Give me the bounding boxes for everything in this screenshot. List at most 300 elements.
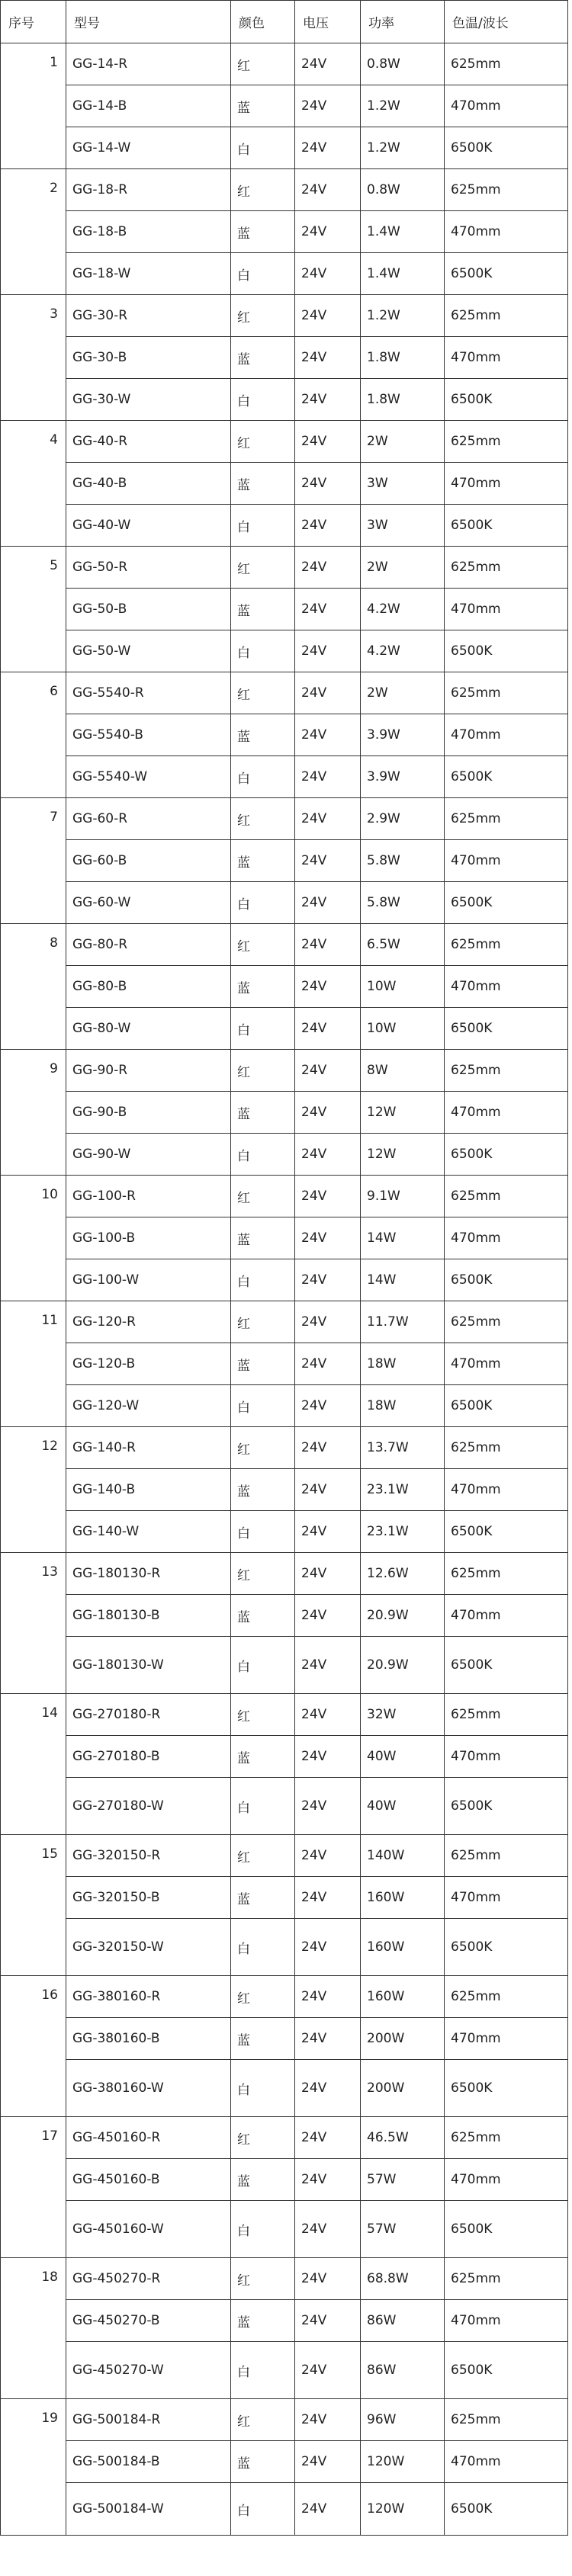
table-row [1, 337, 568, 379]
power-cell: 68.8W [361, 2258, 445, 2300]
color-cell: 蓝 [231, 211, 295, 253]
model-cell: GG-270180-R [66, 1694, 231, 1736]
voltage-cell: 24V [295, 840, 361, 882]
wavelength-cell: 6500K [445, 1008, 568, 1050]
voltage-cell: 24V [295, 1553, 361, 1595]
wavelength-cell: 6500K [445, 1134, 568, 1176]
model-cell: GG-40-W [66, 505, 231, 547]
power-cell: 40W [361, 1778, 445, 1835]
power-cell: 23.1W [361, 1469, 445, 1511]
color-cell: 蓝 [231, 2441, 295, 2483]
index-cell: 6 [1, 672, 66, 798]
voltage-cell: 24V [295, 1469, 361, 1511]
model-cell: GG-5540-B [66, 714, 231, 756]
power-cell: 160W [361, 1919, 445, 1976]
color-cell: 红 [231, 2117, 295, 2159]
voltage-cell: 24V [295, 295, 361, 337]
index-cell: 13 [1, 1553, 66, 1694]
voltage-cell: 24V [295, 1134, 361, 1176]
table-row [1, 1217, 568, 1259]
power-cell: 18W [361, 1343, 445, 1385]
voltage-cell: 24V [295, 924, 361, 966]
index-cell: 12 [1, 1427, 66, 1553]
voltage-cell: 24V [295, 211, 361, 253]
power-cell: 140W [361, 1835, 445, 1877]
table-row [1, 630, 568, 672]
index-cell: 2 [1, 169, 66, 295]
model-cell: GG-80-W [66, 1008, 231, 1050]
wavelength-cell: 6500K [445, 505, 568, 547]
voltage-cell: 24V [295, 2159, 361, 2201]
color-cell: 红 [231, 1694, 295, 1736]
power-cell: 160W [361, 1976, 445, 2018]
table-row [1, 2300, 568, 2342]
voltage-cell: 24V [295, 1694, 361, 1736]
voltage-cell: 24V [295, 1050, 361, 1092]
model-cell: GG-90-B [66, 1092, 231, 1134]
color-cell: 白 [231, 2060, 295, 2117]
power-cell: 8W [361, 1050, 445, 1092]
color-cell: 白 [231, 1511, 295, 1553]
voltage-cell: 24V [295, 1511, 361, 1553]
model-cell: GG-60-R [66, 798, 231, 840]
voltage-cell: 24V [295, 505, 361, 547]
model-cell: GG-30-B [66, 337, 231, 379]
model-cell: GG-320150-W [66, 1919, 231, 1976]
model-cell: GG-40-R [66, 421, 231, 463]
voltage-cell: 24V [295, 1637, 361, 1694]
table-row [1, 1919, 568, 1976]
power-cell: 2W [361, 547, 445, 589]
model-cell: GG-140-W [66, 1511, 231, 1553]
voltage-cell: 24V [295, 1877, 361, 1919]
power-cell: 3.9W [361, 756, 445, 798]
table-row [1, 1778, 568, 1835]
table-row [1, 2159, 568, 2201]
index-cell: 10 [1, 1176, 66, 1301]
table-row [1, 2060, 568, 2117]
voltage-cell: 24V [295, 2258, 361, 2300]
model-cell: GG-80-B [66, 966, 231, 1008]
voltage-cell: 24V [295, 2399, 361, 2441]
voltage-cell: 24V [295, 1343, 361, 1385]
color-cell: 蓝 [231, 2300, 295, 2342]
table-row [1, 1835, 568, 1877]
color-cell: 红 [231, 1301, 295, 1343]
color-cell: 红 [231, 421, 295, 463]
power-cell: 1.2W [361, 295, 445, 337]
voltage-cell: 24V [295, 43, 361, 85]
wavelength-cell: 470mm [445, 337, 568, 379]
table-row [1, 1176, 568, 1217]
model-cell: GG-320150-B [66, 1877, 231, 1919]
table-row [1, 714, 568, 756]
power-cell: 6.5W [361, 924, 445, 966]
wavelength-cell: 625mm [445, 2399, 568, 2441]
power-cell: 57W [361, 2159, 445, 2201]
model-cell: GG-18-R [66, 169, 231, 211]
table-row [1, 1301, 568, 1343]
voltage-cell: 24V [295, 2060, 361, 2117]
color-cell: 蓝 [231, 337, 295, 379]
color-cell: 白 [231, 505, 295, 547]
color-cell: 红 [231, 924, 295, 966]
power-cell: 0.8W [361, 169, 445, 211]
wavelength-cell: 470mm [445, 463, 568, 505]
table-row [1, 1050, 568, 1092]
color-cell: 红 [231, 2258, 295, 2300]
table-row [1, 1511, 568, 1553]
voltage-cell: 24V [295, 1301, 361, 1343]
wavelength-cell: 470mm [445, 1595, 568, 1637]
wavelength-cell: 625mm [445, 1176, 568, 1217]
voltage-cell: 24V [295, 337, 361, 379]
index-cell: 17 [1, 2117, 66, 2258]
power-cell: 57W [361, 2201, 445, 2258]
wavelength-cell: 625mm [445, 547, 568, 589]
voltage-cell: 24V [295, 1092, 361, 1134]
voltage-cell: 24V [295, 672, 361, 714]
table-row [1, 589, 568, 630]
header-row [1, 1, 568, 43]
model-cell: GG-140-R [66, 1427, 231, 1469]
model-cell: GG-40-B [66, 463, 231, 505]
table-row [1, 295, 568, 337]
voltage-cell: 24V [295, 1595, 361, 1637]
table-header [1, 1, 568, 43]
table-row [1, 1259, 568, 1301]
header-model: 型号 [66, 1, 231, 43]
color-cell: 白 [231, 882, 295, 924]
model-cell: GG-120-W [66, 1385, 231, 1427]
table-row [1, 1595, 568, 1637]
voltage-cell: 24V [295, 1008, 361, 1050]
table-row [1, 1976, 568, 2018]
color-cell: 蓝 [231, 1736, 295, 1778]
color-cell: 蓝 [231, 1469, 295, 1511]
voltage-cell: 24V [295, 882, 361, 924]
model-cell: GG-14-R [66, 43, 231, 85]
color-cell: 白 [231, 1778, 295, 1835]
power-cell: 1.8W [361, 379, 445, 421]
model-cell: GG-380160-W [66, 2060, 231, 2117]
color-cell: 蓝 [231, 2159, 295, 2201]
table-row [1, 85, 568, 127]
wavelength-cell: 470mm [445, 1343, 568, 1385]
model-cell: GG-140-B [66, 1469, 231, 1511]
voltage-cell: 24V [295, 1385, 361, 1427]
voltage-cell: 24V [295, 1217, 361, 1259]
color-cell: 白 [231, 2483, 295, 2536]
power-cell: 5.8W [361, 882, 445, 924]
wavelength-cell: 6500K [445, 1778, 568, 1835]
table-row [1, 169, 568, 211]
power-cell: 20.9W [361, 1595, 445, 1637]
voltage-cell: 24V [295, 798, 361, 840]
table-row [1, 1694, 568, 1736]
model-cell: GG-60-W [66, 882, 231, 924]
voltage-cell: 24V [295, 2342, 361, 2399]
power-cell: 160W [361, 1877, 445, 1919]
power-cell: 18W [361, 1385, 445, 1427]
power-cell: 1.2W [361, 85, 445, 127]
wavelength-cell: 625mm [445, 1553, 568, 1595]
model-cell: GG-500184-W [66, 2483, 231, 2536]
color-cell: 蓝 [231, 1877, 295, 1919]
voltage-cell: 24V [295, 85, 361, 127]
table-row [1, 463, 568, 505]
color-cell: 白 [231, 127, 295, 169]
wavelength-cell: 6500K [445, 1259, 568, 1301]
table-row [1, 1736, 568, 1778]
voltage-cell: 24V [295, 2441, 361, 2483]
wavelength-cell: 625mm [445, 1050, 568, 1092]
model-cell: GG-450270-R [66, 2258, 231, 2300]
wavelength-cell: 625mm [445, 1301, 568, 1343]
wavelength-cell: 625mm [445, 1427, 568, 1469]
voltage-cell: 24V [295, 379, 361, 421]
wavelength-cell: 625mm [445, 2117, 568, 2159]
voltage-cell: 24V [295, 1176, 361, 1217]
index-cell: 4 [1, 421, 66, 547]
table-row [1, 1637, 568, 1694]
model-cell: GG-14-B [66, 85, 231, 127]
wavelength-cell: 625mm [445, 672, 568, 714]
table-row [1, 1427, 568, 1469]
model-cell: GG-380160-B [66, 2018, 231, 2060]
power-cell: 200W [361, 2018, 445, 2060]
model-cell: GG-120-R [66, 1301, 231, 1343]
power-cell: 4.2W [361, 589, 445, 630]
color-cell: 蓝 [231, 1217, 295, 1259]
table-row [1, 1092, 568, 1134]
model-cell: GG-120-B [66, 1343, 231, 1385]
table-row [1, 756, 568, 798]
color-cell: 白 [231, 1134, 295, 1176]
color-cell: 白 [231, 1637, 295, 1694]
table-row [1, 547, 568, 589]
power-cell: 12W [361, 1092, 445, 1134]
power-cell: 5.8W [361, 840, 445, 882]
power-cell: 3.9W [361, 714, 445, 756]
voltage-cell: 24V [295, 253, 361, 295]
table-row [1, 2483, 568, 2536]
color-cell: 蓝 [231, 714, 295, 756]
voltage-cell: 24V [295, 1835, 361, 1877]
table-row [1, 2117, 568, 2159]
table-row [1, 211, 568, 253]
wavelength-cell: 470mm [445, 840, 568, 882]
table-row [1, 798, 568, 840]
index-cell: 9 [1, 1050, 66, 1176]
index-cell: 11 [1, 1301, 66, 1427]
model-cell: GG-80-R [66, 924, 231, 966]
color-cell: 蓝 [231, 1092, 295, 1134]
voltage-cell: 24V [295, 756, 361, 798]
wavelength-cell: 470mm [445, 714, 568, 756]
power-cell: 32W [361, 1694, 445, 1736]
wavelength-cell: 625mm [445, 1694, 568, 1736]
table-row [1, 1134, 568, 1176]
table-row [1, 1469, 568, 1511]
model-cell: GG-180130-R [66, 1553, 231, 1595]
wavelength-cell: 6500K [445, 1385, 568, 1427]
color-cell: 蓝 [231, 2018, 295, 2060]
voltage-cell: 24V [295, 547, 361, 589]
color-cell: 白 [231, 756, 295, 798]
table-row [1, 2201, 568, 2258]
table-body [1, 43, 568, 2536]
table-row [1, 421, 568, 463]
index-cell: 19 [1, 2399, 66, 2536]
power-cell: 86W [361, 2300, 445, 2342]
index-cell: 15 [1, 1835, 66, 1976]
voltage-cell: 24V [295, 966, 361, 1008]
wavelength-cell: 625mm [445, 1835, 568, 1877]
color-cell: 白 [231, 630, 295, 672]
table-row [1, 966, 568, 1008]
wavelength-cell: 470mm [445, 1092, 568, 1134]
power-cell: 11.7W [361, 1301, 445, 1343]
color-cell: 红 [231, 1976, 295, 2018]
voltage-cell: 24V [295, 1976, 361, 2018]
color-cell: 白 [231, 2201, 295, 2258]
table-row [1, 253, 568, 295]
model-cell: GG-50-W [66, 630, 231, 672]
voltage-cell: 24V [295, 2117, 361, 2159]
wavelength-cell: 470mm [445, 589, 568, 630]
voltage-cell: 24V [295, 1427, 361, 1469]
color-cell: 红 [231, 2399, 295, 2441]
table-row [1, 127, 568, 169]
color-cell: 红 [231, 672, 295, 714]
wavelength-cell: 625mm [445, 2258, 568, 2300]
color-cell: 红 [231, 547, 295, 589]
power-cell: 200W [361, 2060, 445, 2117]
power-cell: 10W [361, 1008, 445, 1050]
wavelength-cell: 6500K [445, 1637, 568, 1694]
model-cell: GG-500184-B [66, 2441, 231, 2483]
table-row [1, 2342, 568, 2399]
index-cell: 5 [1, 547, 66, 672]
power-cell: 1.4W [361, 211, 445, 253]
model-cell: GG-100-W [66, 1259, 231, 1301]
power-cell: 12.6W [361, 1553, 445, 1595]
index-cell: 18 [1, 2258, 66, 2399]
wavelength-cell: 625mm [445, 1976, 568, 2018]
wavelength-cell: 625mm [445, 169, 568, 211]
voltage-cell: 24V [295, 1919, 361, 1976]
model-cell: GG-450270-B [66, 2300, 231, 2342]
model-cell: GG-30-R [66, 295, 231, 337]
index-cell: 7 [1, 798, 66, 924]
wavelength-cell: 6500K [445, 2060, 568, 2117]
voltage-cell: 24V [295, 463, 361, 505]
table-row [1, 2258, 568, 2300]
power-cell: 1.8W [361, 337, 445, 379]
wavelength-cell: 470mm [445, 1469, 568, 1511]
wavelength-cell: 470mm [445, 2018, 568, 2060]
wavelength-cell: 470mm [445, 2300, 568, 2342]
wavelength-cell: 6500K [445, 1919, 568, 1976]
color-cell: 蓝 [231, 85, 295, 127]
model-cell: GG-18-B [66, 211, 231, 253]
power-cell: 96W [361, 2399, 445, 2441]
power-cell: 9.1W [361, 1176, 445, 1217]
color-cell: 蓝 [231, 1595, 295, 1637]
color-cell: 红 [231, 1176, 295, 1217]
model-cell: GG-380160-R [66, 1976, 231, 2018]
table-row [1, 2018, 568, 2060]
wavelength-cell: 470mm [445, 1217, 568, 1259]
model-cell: GG-270180-W [66, 1778, 231, 1835]
model-cell: GG-270180-B [66, 1736, 231, 1778]
table-row [1, 1385, 568, 1427]
voltage-cell: 24V [295, 1778, 361, 1835]
color-cell: 红 [231, 1835, 295, 1877]
header-voltage: 电压 [295, 1, 361, 43]
power-cell: 3W [361, 463, 445, 505]
wavelength-cell: 625mm [445, 924, 568, 966]
voltage-cell: 24V [295, 1259, 361, 1301]
color-cell: 红 [231, 1427, 295, 1469]
power-cell: 1.2W [361, 127, 445, 169]
table-row [1, 840, 568, 882]
color-cell: 白 [231, 1385, 295, 1427]
power-cell: 14W [361, 1259, 445, 1301]
power-cell: 86W [361, 2342, 445, 2399]
power-cell: 2W [361, 672, 445, 714]
power-cell: 3W [361, 505, 445, 547]
table-row [1, 882, 568, 924]
table-row [1, 2399, 568, 2441]
voltage-cell: 24V [295, 1736, 361, 1778]
wavelength-cell: 625mm [445, 421, 568, 463]
model-cell: GG-50-B [66, 589, 231, 630]
power-cell: 10W [361, 966, 445, 1008]
wavelength-cell: 6500K [445, 379, 568, 421]
power-cell: 0.8W [361, 43, 445, 85]
wavelength-cell: 6500K [445, 1511, 568, 1553]
wavelength-cell: 625mm [445, 295, 568, 337]
power-cell: 40W [361, 1736, 445, 1778]
header-color: 颜色 [231, 1, 295, 43]
index-cell: 1 [1, 43, 66, 169]
model-cell: GG-180130-B [66, 1595, 231, 1637]
wavelength-cell: 6500K [445, 2201, 568, 2258]
wavelength-cell: 6500K [445, 2342, 568, 2399]
voltage-cell: 24V [295, 630, 361, 672]
model-cell: GG-500184-R [66, 2399, 231, 2441]
color-cell: 红 [231, 798, 295, 840]
power-cell: 1.4W [361, 253, 445, 295]
color-cell: 白 [231, 1919, 295, 1976]
model-cell: GG-18-W [66, 253, 231, 295]
color-cell: 白 [231, 253, 295, 295]
table-row [1, 1877, 568, 1919]
model-cell: GG-100-B [66, 1217, 231, 1259]
voltage-cell: 24V [295, 2201, 361, 2258]
model-cell: GG-60-B [66, 840, 231, 882]
power-cell: 4.2W [361, 630, 445, 672]
model-cell: GG-450160-R [66, 2117, 231, 2159]
wavelength-cell: 6500K [445, 253, 568, 295]
color-cell: 红 [231, 169, 295, 211]
color-cell: 红 [231, 1050, 295, 1092]
color-cell: 红 [231, 1553, 295, 1595]
color-cell: 红 [231, 295, 295, 337]
power-cell: 20.9W [361, 1637, 445, 1694]
